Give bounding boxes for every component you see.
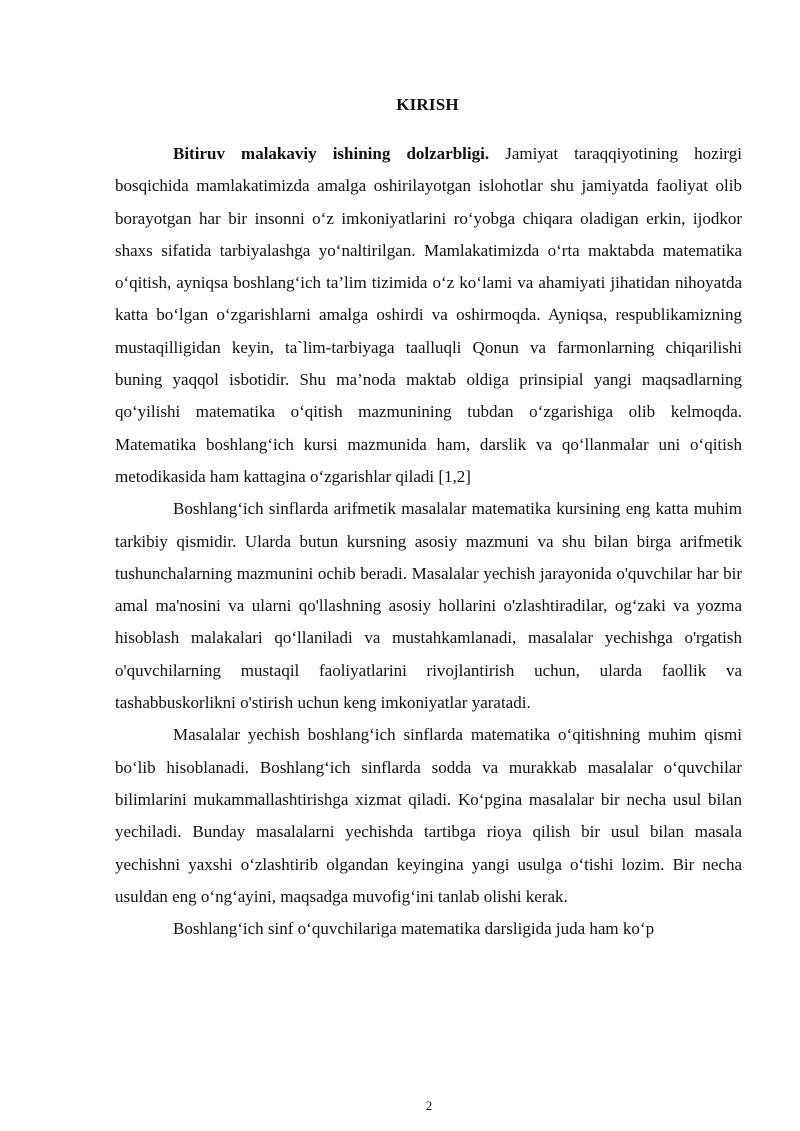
- page-number: 2: [425, 1098, 433, 1113]
- paragraph-problem-solving: [115, 719, 742, 913]
- paragraph-relevance: [115, 138, 742, 493]
- paragraph-lead: Bitiruv malakaviy ishining dolzarbligi.: [173, 144, 490, 163]
- paragraph-textbook: [115, 913, 742, 945]
- paragraph-arithmetic-problems: [115, 493, 742, 719]
- document-body: [115, 138, 742, 945]
- page-title: KIRISH: [396, 95, 459, 114]
- paragraph-text: Boshlang‘ich sinflarda arifmetik masalalar matematika kursining eng katta muhim tarkibiy qismidir. Ularda butun kursning asosiy mazmuni va shu bilan birga arifmetik tushunchalarning mazmunini ochib beradi. Masalalar yechish jarayonida o'quvchilar har bir amal ma'nosini va ularni qo'llashning asosiy hollarini o'zlashtiradilar, og‘zaki va yozma hisoblash malakalari qo‘llaniladi va mustahkamlanadi, masalalar yechishga o'rgatish o'quvchilarning mustaqil faoliyatlarini rivojlantirish uchun, ularda faollik va tashabbuskorlikni o'stirish uchun keng imkoniyatlar yaratadi.: [115, 499, 742, 713]
- paragraph-text: Boshlang‘ich sinf o‘quvchilariga matematika darsligida juda ham ko‘p: [173, 919, 655, 939]
- paragraph-text: Masalalar yechish boshlang‘ich sinflarda matematika o‘qitishning muhim qismi bo‘lib hisoblanadi. Boshlang‘ich sinflarda sodda va murakkab masalalar o‘quvchilar bilimlarini mukammallashtirishga xizmat qiladi. Ko‘pgina masalalar bir necha usul bilan yechiladi. Bunday masalalarni yechishda tartibga rioya qilish bir usul bilan masala yechishni yaxshi o‘zlashtirib olgandan keyingina yangi usulga o‘tishi lozim. Bir necha usuldan eng o‘ng‘ayini, maqsadga muvofig‘ini tanlab olishi kerak.: [115, 725, 742, 906]
- paragraph-text: Jamiyat taraqqiyotining hozirgi bosqichida mamlakatimizda amalga oshirilayotgan islohotlar shu jamiyatda faoliyat olib borayotgan har bir insonni o‘z imkoniyatlarini ro‘yobga chiqara oladigan erkin, ijodkor shaxs sifatida tarbiyalashga yo‘naltirilgan. Mamlakatimizda o‘rta maktabda matematika o‘qitish, ayniqsa boshlang‘ich ta’lim tizimida o‘z ko‘lami va ahamiyati jihatidan nihoyatda katta bo‘lgan o‘zgarishlarni amalga oshirdi va oshirmoqda. Ayniqsa, respublikamizning mustaqilligidan keyin, ta`lim-tarbiyaga taalluqli Qonun va farmonlarning chiqarilishi buning yaqqol isbotidir. Shu ma’noda maktab oldiga prinsipial yangi maqsadlarning qo‘yilishi matematika o‘qitish mazmunining tubdan o‘zgarishiga olib kelmoqda. Matematika boshlang‘ich kursi mazmunida ham, darslik va qo‘llanmalar uni o‘qitish metodikasida ham kattagina o‘zgarishlar qiladi [1,2]: [115, 144, 742, 486]
